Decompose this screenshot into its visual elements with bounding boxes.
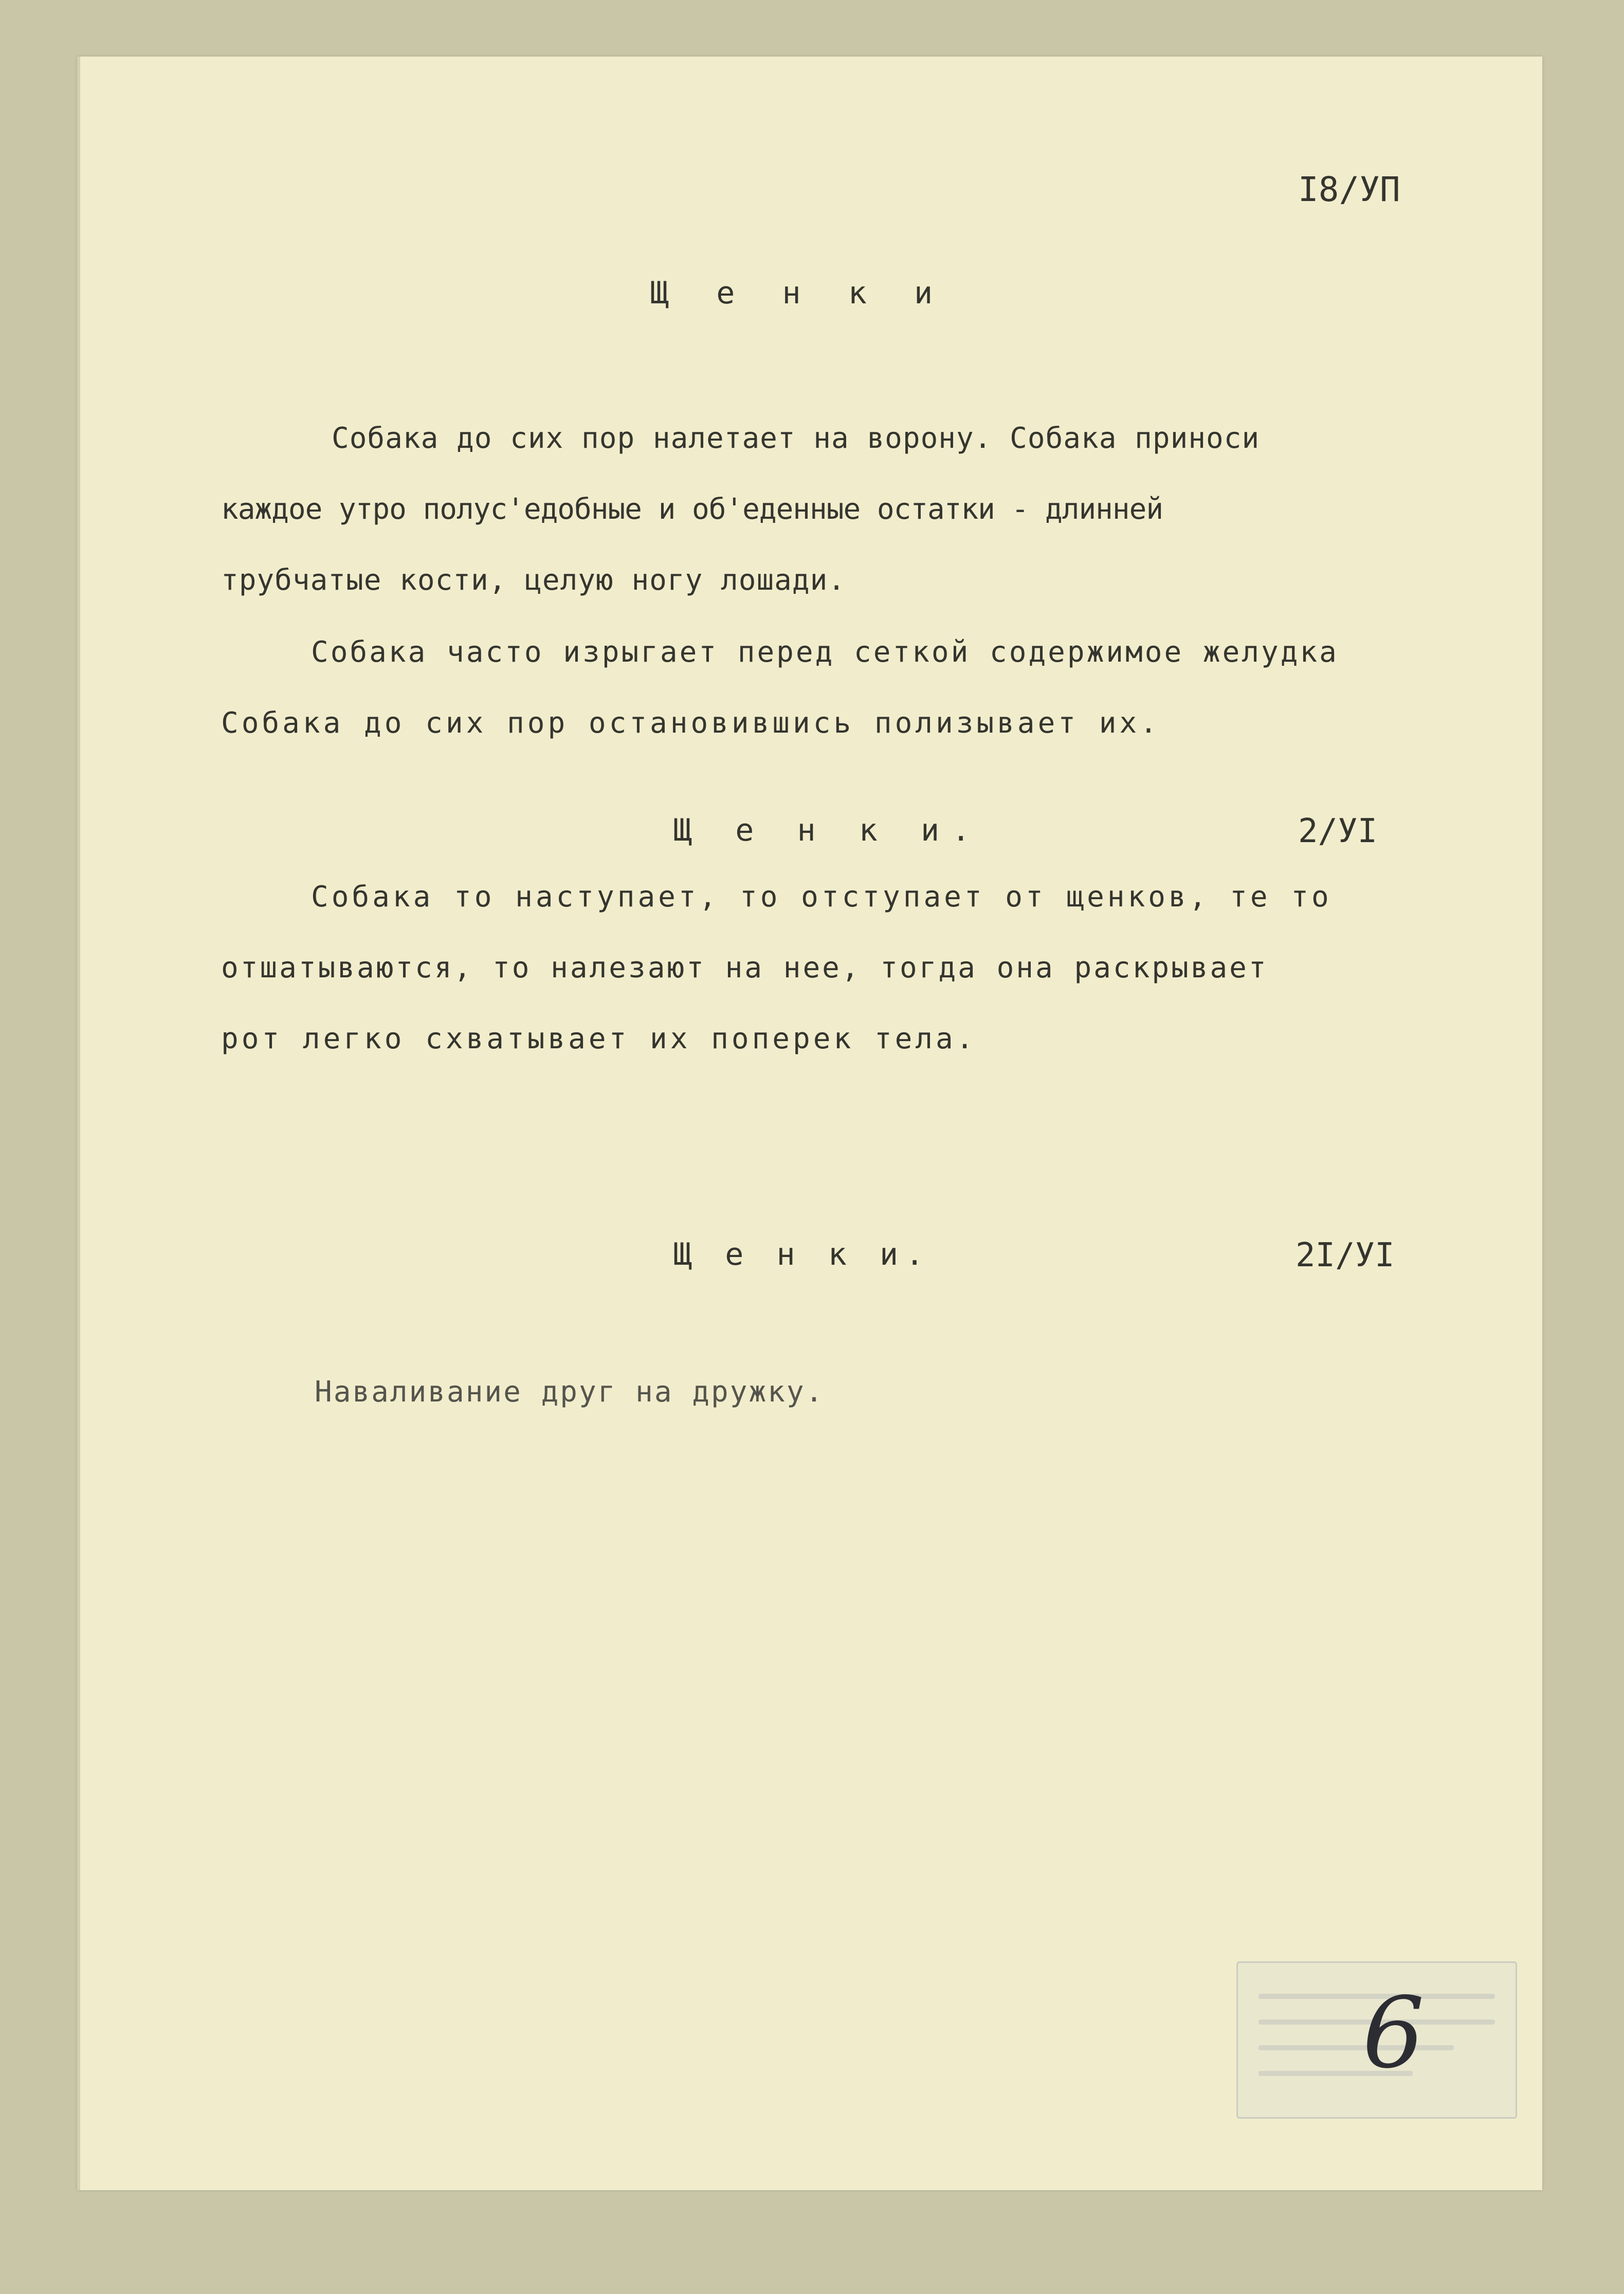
document-page — [77, 57, 1542, 2190]
sheet-number: 6 — [1362, 1976, 1425, 2090]
section-date-3: 2I/УI — [1295, 1236, 1395, 1275]
section-title-3: Щ е н к и. — [673, 1236, 932, 1272]
section-title-1: Щ е н к и — [650, 275, 947, 311]
section-date-2: 2/УI — [1298, 812, 1378, 850]
paragraph-2-line-2: Собака до сих пор остановившись полизывает их. — [221, 706, 1160, 740]
paragraph-4: Наваливание друг на дружку. — [315, 1375, 825, 1409]
page-reference: I8/УП — [1298, 170, 1400, 209]
paragraph-1-line-2: каждое утро полус'едобные и об'еденные остатки - длинней — [221, 493, 1163, 526]
paragraph-2-line-1: Собака часто изрыгает перед сеткой содержимое желудка — [311, 635, 1339, 669]
paragraph-3-line-3: рот легко схватывает их поперек тела. — [221, 1022, 977, 1055]
paragraph-1-line-1: Собака до сих пор налетает на ворону. Собака приноси — [332, 422, 1260, 455]
paragraph-3-line-2: отшатываются, то налезают на нее, тогда она раскрывает — [221, 951, 1268, 985]
paragraph-3-line-1: Собака то наступает, то отступает от щенков, те то — [311, 880, 1332, 914]
paragraph-1-line-3: трубчатые кости, целую ногу лошади. — [221, 563, 846, 597]
page-fold — [77, 57, 80, 2190]
section-title-2: Щ е н к и. — [673, 812, 983, 848]
